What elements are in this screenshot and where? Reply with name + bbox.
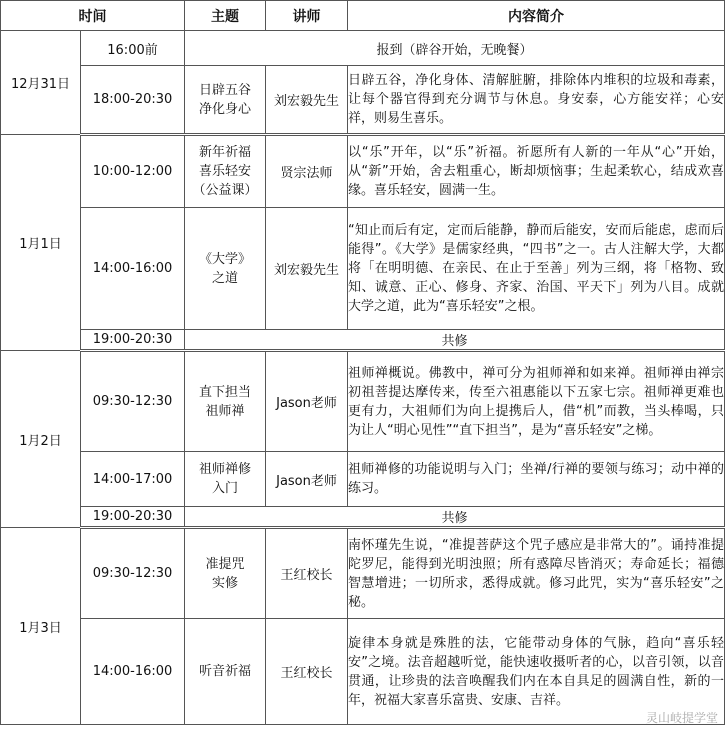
table-row xyxy=(1,135,725,208)
lecturer-cell: 刘宏毅先生 xyxy=(266,208,348,330)
date-cell: 12月31日 xyxy=(1,31,81,135)
summary-cell: 祖师禅概说。佛教中，禅可分为祖师禅和如来禅。祖师禅由禅宗初祖菩提达摩传来，传至六祖惠能以下五家七宗。祖师禅更难也更有力，大祖师们为向上提携后人，借“机”而教，当头棒喝，只为让人“明心见性”“直下担当”，是为“喜乐轻安”之梯。 xyxy=(348,351,725,452)
date-cell: 1月1日 xyxy=(1,135,81,351)
span-cell: 共修 xyxy=(185,507,725,528)
topic-line: 新年祈福 xyxy=(198,145,251,160)
topic-cell xyxy=(185,208,266,330)
time-cell: 16:00前 xyxy=(81,31,185,66)
time-cell: 14:00-17:00 xyxy=(81,452,185,507)
summary-cell: 以“乐”开年，以“乐”祈福。祈愿所有人新的一年从“心”开始，从“新”开始，舍去粗重心，断却烦恼事；生起柔软心，结成欢喜缘。喜乐轻安，圆满一生。 xyxy=(348,135,725,208)
topic-cell xyxy=(185,66,266,135)
topic-line: 直下担当 xyxy=(198,384,251,400)
time-cell: 09:30-12:30 xyxy=(81,528,185,619)
topic-line: 之道 xyxy=(211,270,238,286)
topic-line: 喜乐轻安 xyxy=(198,164,251,179)
table-row xyxy=(1,66,725,135)
topic-line: 祖师禅修 xyxy=(198,462,251,477)
topic-line: 祖师禅 xyxy=(205,403,245,419)
table-row xyxy=(1,619,725,725)
time-cell: 09:30-12:30 xyxy=(81,351,185,452)
table-row xyxy=(1,528,725,619)
topic-line: 《大学》 xyxy=(198,251,251,267)
topic-line: 实修 xyxy=(211,575,238,591)
table-row xyxy=(1,31,725,66)
topic-cell xyxy=(185,135,266,208)
topic-line: 入门 xyxy=(211,481,238,496)
span-cell: 共修 xyxy=(185,330,725,351)
time-cell: 10:00-12:00 xyxy=(81,135,185,208)
time-cell: 14:00-16:00 xyxy=(81,619,185,725)
date-cell: 1月2日 xyxy=(1,351,81,528)
header-time: 时间 xyxy=(1,1,185,31)
summary-cell: 旋律本身就是殊胜的法，它能带动身体的气脉，趋向“喜乐轻安”之境。法音超越听觉，能快速收摄听者的心，以音引领，以音贯通，让珍贵的法音唤醒我们内在本自具足的圆满自性，新的一年，祝福大家喜乐富贵、安康、吉祥。 xyxy=(348,619,725,725)
table-row xyxy=(1,208,725,330)
topic-line: 听音祈福 xyxy=(198,664,251,679)
lecturer-cell: Jason老师 xyxy=(266,351,348,452)
topic-line: 日辟五谷 xyxy=(198,82,251,98)
topic-cell xyxy=(185,452,266,507)
topic-line: 准提咒 xyxy=(205,556,245,572)
time-cell: 18:00-20:30 xyxy=(81,66,185,135)
header-summary: 内容简介 xyxy=(348,1,725,31)
topic-cell xyxy=(185,619,266,725)
lecturer-cell: 王红校长 xyxy=(266,619,348,725)
time-cell: 19:00-20:30 xyxy=(81,507,185,528)
lecturer-cell: 贤宗法师 xyxy=(266,135,348,208)
date-cell: 1月3日 xyxy=(1,528,81,725)
topic-cell xyxy=(185,351,266,452)
table-row xyxy=(1,507,725,528)
summary-cell: 祖师禅修的功能说明与入门；坐禅/行禅的要领与练习；动中禅的练习。 xyxy=(348,452,725,507)
table-row xyxy=(1,330,725,351)
time-cell: 19:00-20:30 xyxy=(81,330,185,351)
lecturer-cell: 刘宏毅先生 xyxy=(266,66,348,135)
summary-cell: 日辟五谷，净化身体、清解脏腑，排除体内堆积的垃圾和毒素，让每个器官得到充分调节与休息。身安泰，心方能安祥；心安祥，则易生喜乐。 xyxy=(348,66,725,135)
topic-line: 净化身心 xyxy=(198,101,251,117)
header-topic: 主题 xyxy=(185,1,266,31)
header-row xyxy=(1,1,725,31)
topic-cell xyxy=(185,528,266,619)
table-row xyxy=(1,351,725,452)
watermark-text: 灵山岐提学堂 xyxy=(645,711,718,725)
time-cell: 14:00-16:00 xyxy=(81,208,185,330)
summary-cell: 南怀瑾先生说，“准提菩萨这个咒子感应是非常大的”。诵持准提陀罗尼，能得到光明浊照；所有惑障尽皆消灭；寿命延长；福德智慧增进；一切所求，悉得成就。修习此咒，实为“喜乐轻安”之秘。 xyxy=(348,528,725,619)
summary-cell: “知止而后有定，定而后能静，静而后能安，安而后能虑，虑而后能得”。《大学》是儒家经典，“四书”之一。古人注解大学，大都将「在明明德、在亲民、在止于至善」列为三纲，将「格物、致知、诚意、正心、修身、齐家、治国、平天下」列为八目。成就大学之道，此为“喜乐轻安”之根。 xyxy=(348,208,725,330)
lecturer-cell: 王红校长 xyxy=(266,528,348,619)
table-row xyxy=(1,452,725,507)
header-lecturer: 讲师 xyxy=(266,1,348,31)
lecturer-cell: Jason老师 xyxy=(266,452,348,507)
span-cell: 报到（辟谷开始，无晚餐） xyxy=(185,31,725,66)
topic-line: （公益课） xyxy=(192,183,258,198)
